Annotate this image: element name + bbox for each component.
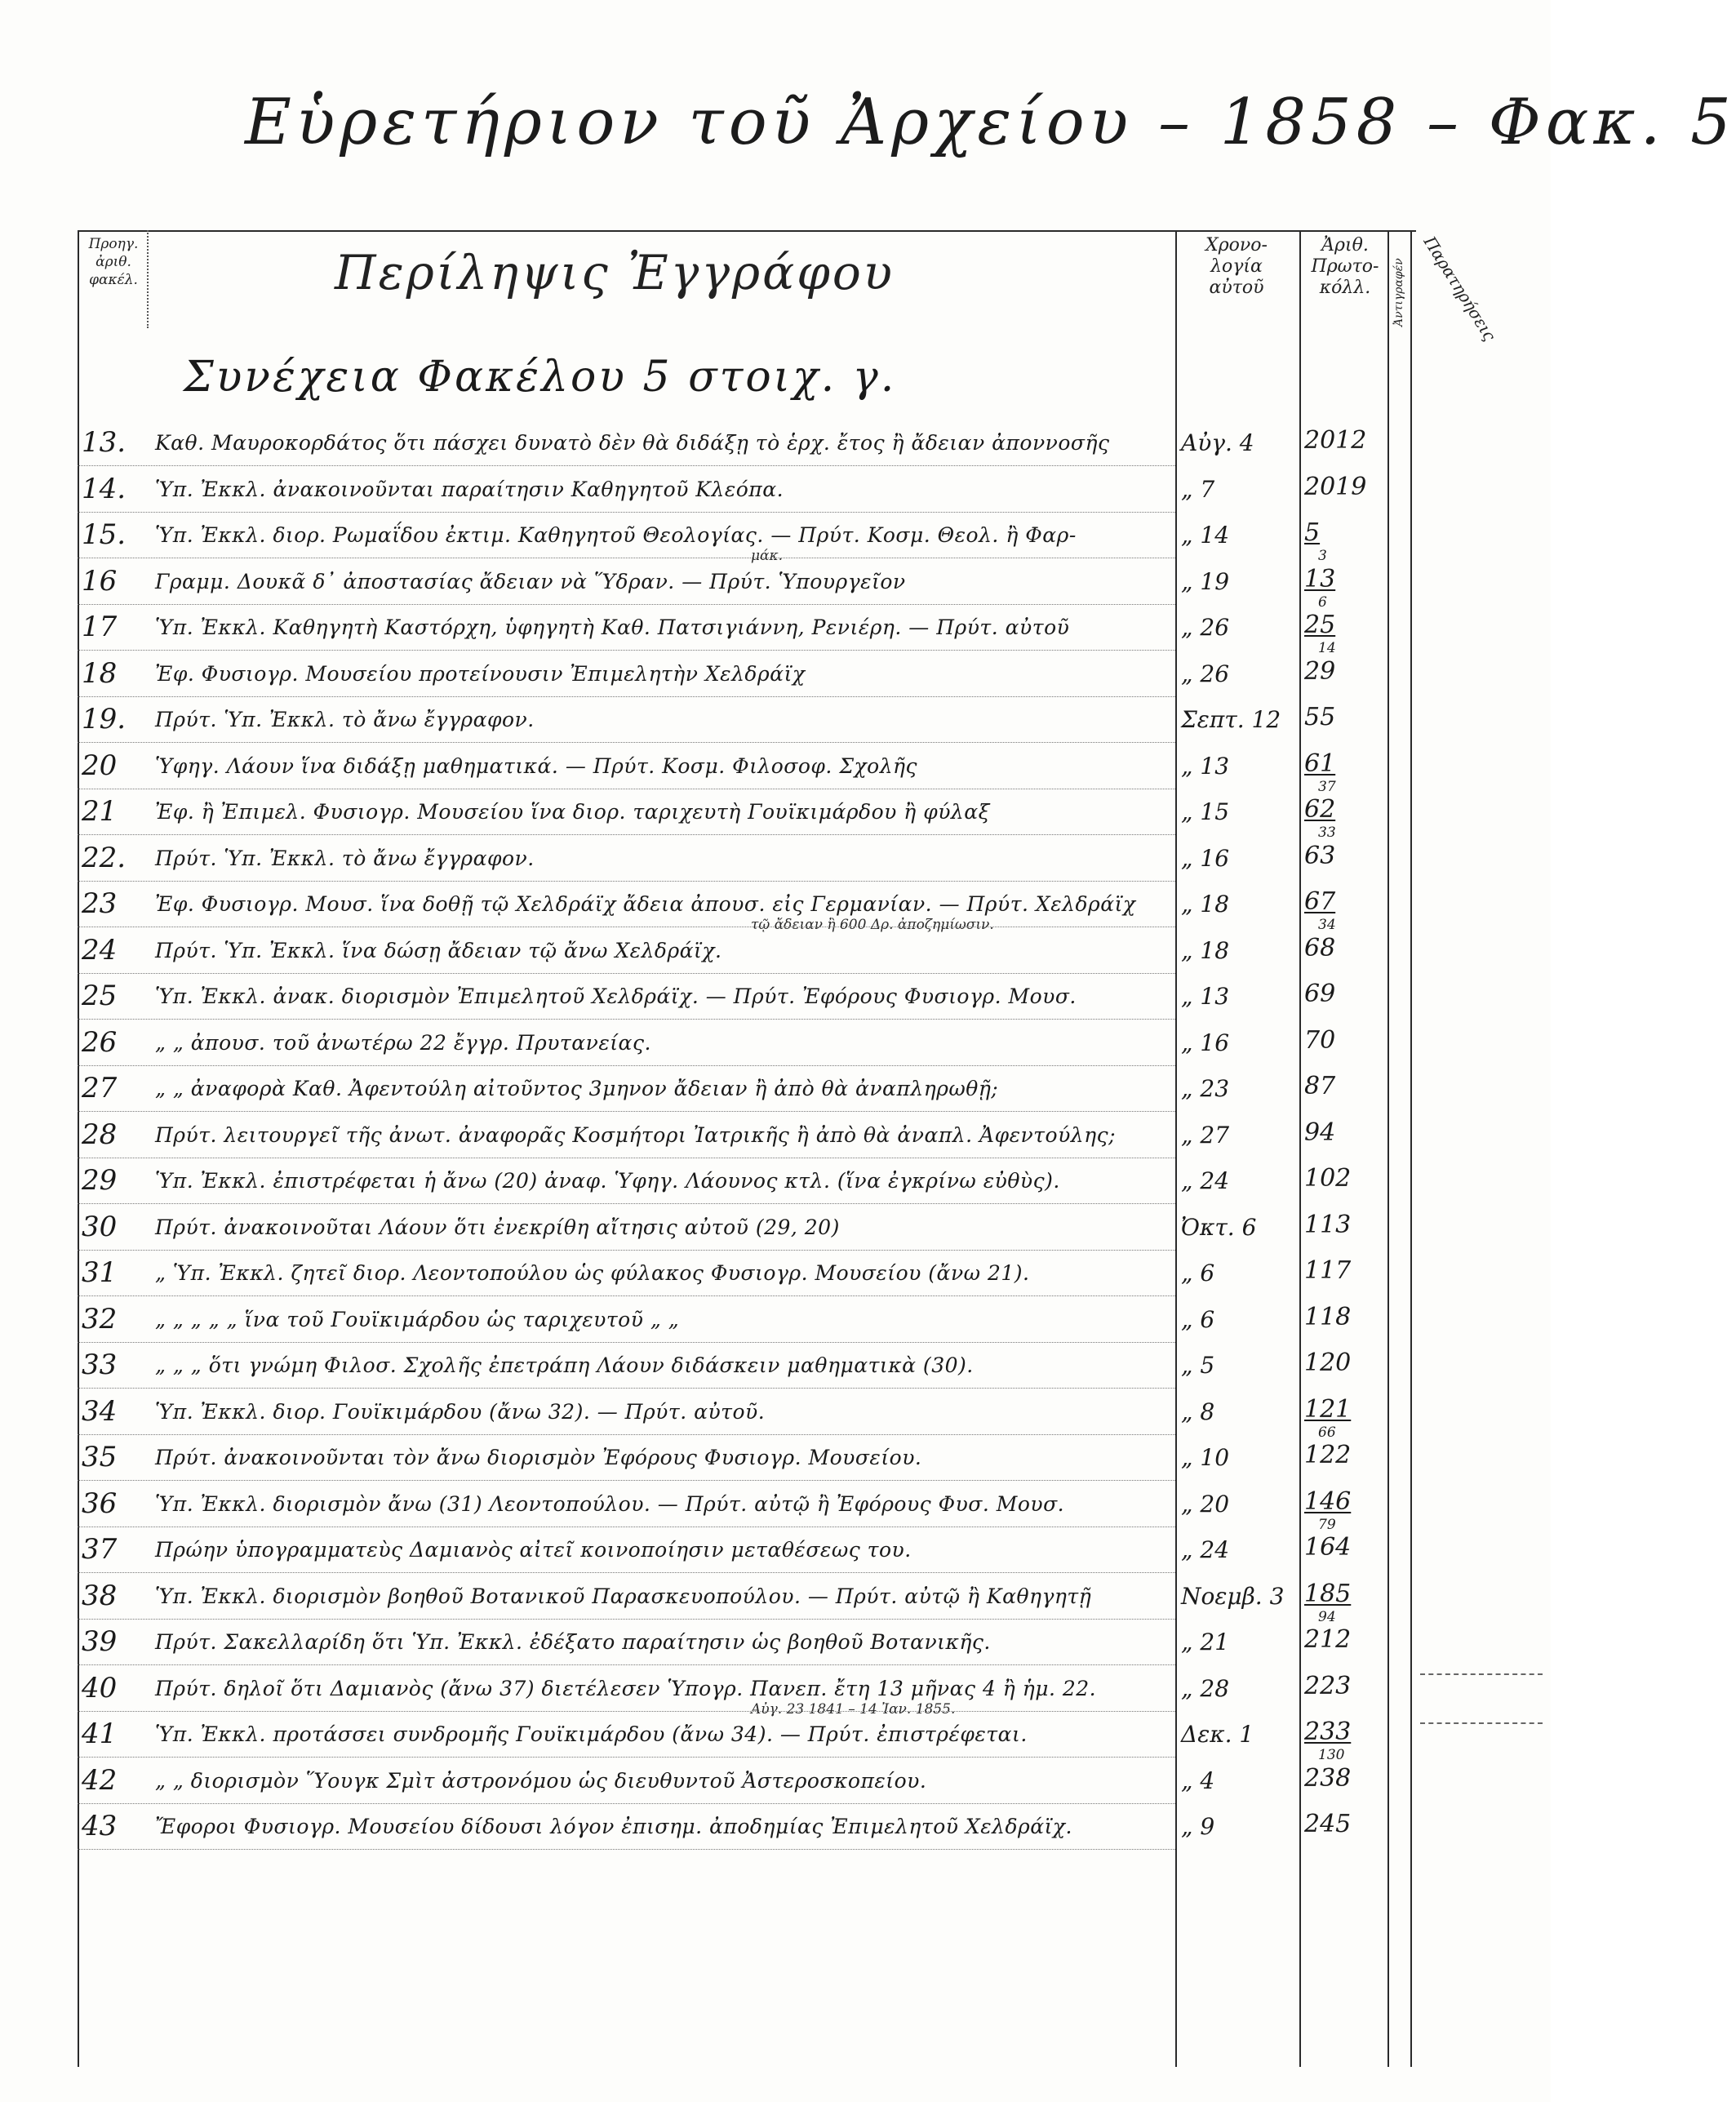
row-dotted-rule	[78, 834, 1175, 835]
row-dotted-rule	[78, 1019, 1175, 1020]
entry-description: Ὑπ. Ἐκκλ. διορ. Ρωμαΐδου ἐκτιμ. Καθηγητοῦ Θεολογίας. — Πρύτ. Κοσμ. Θεολ. ἢ Φαρ-	[155, 523, 1077, 547]
entry-protocol-number: 55	[1304, 703, 1336, 731]
entry-protocol-number: 63	[1304, 841, 1336, 870]
entry-description: Πρώην ὑπογραμματεὺς Δαμιανὸς αἰτεῖ κοινοποίησιν μεταθέσεως του.	[155, 1538, 912, 1562]
row-dotted-rule	[78, 1203, 1175, 1204]
entry-description: Πρύτ. λειτουργεῖ τῆς ἀνωτ. ἀναφορᾶς Κοσμήτορι Ἰατρικῆς ἢ ἀπὸ θὰ ἀναπλ. Ἀφεντούλης;	[155, 1122, 1117, 1147]
ledger-row	[0, 1808, 1551, 1854]
entry-number: 31	[82, 1256, 118, 1289]
entry-protocol-sub: 94	[1318, 1608, 1336, 1625]
ledger-row	[0, 1439, 1551, 1485]
entry-date: „ 8	[1181, 1398, 1215, 1425]
row-dotted-rule	[78, 1619, 1175, 1620]
entry-protocol-number: 117	[1304, 1256, 1352, 1285]
entry-number: 15.	[82, 518, 127, 551]
entry-protocol-number: 13	[1304, 564, 1336, 593]
row-dotted-rule	[78, 465, 1175, 466]
ledger-row	[0, 1209, 1551, 1255]
entry-protocol-sub: 6	[1318, 593, 1327, 611]
ledger-row	[0, 1486, 1551, 1531]
entry-date: „ 16	[1181, 1029, 1230, 1056]
entry-number: 24	[82, 933, 118, 967]
entry-description: Ἔφοροι Φυσιογρ. Μουσείου δίδουσι λόγον ἐπισημ. ἀποδημίας Ἐπιμελητοῦ Χελδράϊχ.	[155, 1815, 1072, 1838]
entry-date: „ 18	[1181, 936, 1230, 964]
entry-date: „ 14	[1181, 522, 1230, 549]
entry-protocol-number: 121	[1304, 1394, 1352, 1424]
entry-protocol-sub: 37	[1318, 778, 1336, 795]
entry-description: Πρύτ. ἀνακοινοῦται Λάουν ὅτι ἐνεκρίθη αἴτησις αὐτοῦ (29, 20)	[155, 1215, 840, 1239]
entry-date: „ 27	[1181, 1121, 1230, 1149]
ledger-row	[0, 978, 1551, 1024]
entry-description: „ „ „ „ „ ἵνα τοῦ Γουϊκιμάρδου ὡς ταριχευτοῦ „ „	[155, 1307, 680, 1331]
entry-protocol-number: 69	[1304, 980, 1336, 1008]
row-dotted-rule	[78, 1757, 1175, 1758]
entry-number: 25	[82, 980, 118, 1012]
entry-protocol-sub: 3	[1318, 548, 1327, 564]
entry-number: 18	[82, 656, 118, 690]
row-dotted-rule	[78, 1388, 1175, 1389]
header-prev-number: Προηγ. ἀριθ. φακέλ.	[88, 236, 139, 288]
entry-date: „ 13	[1181, 983, 1230, 1010]
page-title: Εὑρετήριον τοῦ Ἀρχείου – 1858 – Φακ. 5	[245, 86, 1736, 159]
entry-number: 27	[82, 1072, 118, 1104]
entry-date: „ 6	[1181, 1305, 1215, 1333]
row-dotted-rule	[78, 973, 1175, 974]
row-dotted-rule	[78, 1664, 1175, 1665]
entry-number: 37	[82, 1533, 118, 1566]
ledger-row	[0, 886, 1551, 931]
entry-description: Γραμμ. Δουκᾶ δ᾽ ἀποστασίας ἄδειαν νὰ Ὕδραν. — Πρύτ. Ὑπουργεῖον	[155, 569, 906, 593]
entry-number: 39	[82, 1625, 118, 1658]
row-dotted-rule	[78, 1849, 1175, 1850]
entry-protocol-number: 122	[1304, 1441, 1352, 1469]
ledger-row	[0, 1117, 1551, 1162]
row-dotted-rule	[78, 1711, 1175, 1712]
entry-protocol-sub: 33	[1318, 824, 1336, 841]
ledger-row	[0, 424, 1551, 470]
entry-protocol-sub: 34	[1318, 917, 1336, 933]
header-protocol: Ἀριθ. Πρωτο- κόλλ.	[1311, 235, 1379, 298]
ledger-row	[0, 1301, 1551, 1347]
entry-description: Πρύτ. Ὑπ. Ἐκκλ. τὸ ἄνω ἔγγραφον.	[155, 846, 535, 870]
entry-number: 38	[82, 1579, 118, 1612]
ledger-row	[0, 840, 1551, 886]
header-date: Χρονο- λογία αὐτοῦ	[1205, 235, 1268, 298]
entry-date: „ 18	[1181, 891, 1230, 918]
entry-date: Αὐγ. 4	[1181, 429, 1254, 456]
ledger-row	[0, 1393, 1551, 1439]
row-dotted-rule	[78, 1480, 1175, 1481]
entry-date: Δεκ. 1	[1181, 1721, 1254, 1748]
entry-date: „ 9	[1181, 1813, 1215, 1840]
entry-number: 34	[82, 1394, 118, 1428]
row-dotted-rule	[78, 650, 1175, 651]
ledger-row	[0, 1531, 1551, 1577]
entry-protocol-number: 87	[1304, 1072, 1336, 1100]
entry-protocol-number: 146	[1304, 1487, 1352, 1516]
entry-note: μάκ.	[751, 548, 784, 564]
entry-protocol-number: 61	[1304, 749, 1336, 778]
entry-description: Ὑπ. Ἐκκλ. προτάσσει συνδρομῆς Γουϊκιμάρδου (ἄνω 34). — Πρύτ. ἐπιστρέφεται.	[155, 1722, 1028, 1746]
section-subheading: Συνέχεια Φακέλου 5 στοιχ. γ.	[184, 353, 897, 402]
entry-description: Πρύτ. δηλοῖ ὅτι Δαμιανὸς (ἄνω 37) διετέλεσεν Ὑπογρ. Πανεπ. ἔτη 13 μῆνας 4 ἢ ἡμ. 22.	[155, 1676, 1097, 1700]
row-dotted-rule	[78, 1295, 1175, 1296]
entry-protocol-number: 2012	[1304, 426, 1367, 455]
entry-protocol-number: 164	[1304, 1533, 1352, 1562]
entry-number: 22.	[82, 841, 127, 874]
entry-date: „ 24	[1181, 1167, 1230, 1194]
ledger-row	[0, 932, 1551, 978]
entry-description: „ Ὑπ. Ἐκκλ. ζητεῖ διορ. Λεοντοπούλου ὡς φύλακος Φυσιογρ. Μουσείου (ἄνω 21).	[155, 1261, 1030, 1285]
entry-description: „ „ „ ὅτι γνώμη Φιλοσ. Σχολῆς ἐπετράπη Λάουν διδάσκειν μαθηματικὰ (30).	[155, 1353, 974, 1377]
ledger-row	[0, 609, 1551, 655]
entry-date: „ 15	[1181, 798, 1230, 825]
entry-number: 21	[82, 795, 118, 828]
entry-protocol-number: 25	[1304, 611, 1336, 639]
entry-protocol-number: 238	[1304, 1763, 1352, 1793]
ledger-row	[0, 563, 1551, 609]
entry-description: Ὑπ. Ἐκκλ. διορ. Γουϊκιμάρδου (ἄνω 32). — Πρύτ. αὐτοῦ.	[155, 1399, 766, 1424]
entry-description: Ἐφ. Φυσιογρ. Μουσ. ἵνα δοθῇ τῷ Χελδράϊχ ἄδεια ἀπουσ. εἰς Γερμανίαν. — Πρύτ. Χελδράϊχ	[155, 892, 1136, 916]
entry-protocol-number: 233	[1304, 1718, 1352, 1746]
entry-number: 20	[82, 749, 118, 782]
entry-number: 16	[82, 564, 118, 598]
entry-date: „ 5	[1181, 1352, 1215, 1379]
row-dotted-rule	[78, 1111, 1175, 1112]
entry-number: 13.	[82, 426, 127, 459]
entry-protocol-number: 5	[1304, 518, 1321, 547]
entry-number: 17	[82, 611, 118, 643]
entry-protocol-number: 62	[1304, 795, 1336, 824]
ledger-row	[0, 471, 1551, 517]
entry-number: 35	[82, 1441, 118, 1473]
entry-description: Ὑπ. Ἐκκλ. ἐπιστρέφεται ἡ ἄνω (20) ἀναφ. Ὑφηγ. Λάουνος κτλ. (ἵνα ἐγκρίνω εὐθὺς).	[155, 1169, 1060, 1193]
entry-protocol-number: 102	[1304, 1164, 1352, 1193]
entry-number: 19.	[82, 703, 127, 735]
entry-date: Νοεμβ. 3	[1181, 1582, 1285, 1610]
entry-number: 32	[82, 1302, 118, 1335]
entry-date: „ 13	[1181, 752, 1230, 780]
entry-number: 14.	[82, 472, 127, 505]
entry-protocol-number: 212	[1304, 1625, 1352, 1654]
entry-description: Ἐφ. ἢ Ἐπιμελ. Φυσιογρ. Μουσείου ἵνα διορ. ταριχευτὴ Γουϊκιμάρδου ἢ φύλαξ	[155, 800, 990, 824]
entry-description: Ὑπ. Ἐκκλ. διορισμὸν ἄνω (31) Λεοντοπούλου. — Πρύτ. αὐτῷ ἢ Ἐφόρους Φυσ. Μουσ.	[155, 1491, 1065, 1516]
entry-number: 40	[82, 1671, 118, 1704]
ledger-row	[0, 1162, 1551, 1208]
row-dotted-rule	[78, 1434, 1175, 1435]
entry-protocol-sub: 79	[1318, 1516, 1336, 1533]
row-dotted-rule	[78, 512, 1175, 513]
entry-note: τῷ ἄδειαν ἢ 600 Δρ. ἀποζημίωσιν.	[751, 917, 994, 933]
row-dotted-rule	[78, 1572, 1175, 1573]
ledger-row	[0, 1670, 1551, 1716]
entry-description: „ „ ἀναφορὰ Καθ. Ἀφεντούλη αἰτοῦντος 3μηνον ἄδειαν ἢ ἀπὸ θὰ ἀναπληρωθῇ;	[155, 1077, 999, 1100]
entry-date: „ 6	[1181, 1260, 1215, 1287]
ledger-row	[0, 701, 1551, 747]
entry-protocol-number: 120	[1304, 1349, 1352, 1377]
entry-number: 30	[82, 1210, 118, 1243]
entry-protocol-sub: 14	[1318, 640, 1336, 656]
ledger-row	[0, 1578, 1551, 1624]
row-dotted-rule	[78, 1250, 1175, 1251]
entry-protocol-number: 113	[1304, 1210, 1352, 1239]
entry-date: Ὀκτ. 6	[1181, 1213, 1257, 1241]
ledger-row	[0, 748, 1551, 793]
header-copied: Ἀντιγραφέν	[1392, 258, 1405, 327]
entry-protocol-number: 118	[1304, 1302, 1352, 1331]
ledger-row	[0, 1070, 1551, 1116]
entry-description: Πρύτ. Ὑπ. Ἐκκλ. τὸ ἄνω ἔγγραφον.	[155, 708, 535, 731]
entry-number: 43	[82, 1810, 118, 1842]
entry-description: Ὑπ. Ἐκκλ. ἀνακ. διορισμὸν Ἐπιμελητοῦ Χελδράϊχ. — Πρύτ. Ἐφόρους Φυσιογρ. Μουσ.	[155, 984, 1077, 1008]
entry-number: 23	[82, 887, 118, 920]
header-top-rule	[78, 230, 1416, 232]
entry-note: Αὐγ. 23 1841 – 14 Ἰαν. 1855.	[751, 1700, 956, 1718]
entry-description: Ἐφ. Φυσιογρ. Μουσείου προτείνουσιν Ἐπιμελητὴν Χελδράϊχ	[155, 661, 806, 686]
entry-date: „ 19	[1181, 567, 1230, 595]
entry-number: 36	[82, 1487, 118, 1520]
entry-number: 26	[82, 1025, 118, 1059]
entry-date: „ 24	[1181, 1536, 1230, 1563]
ledger-row	[0, 1762, 1551, 1808]
entry-protocol-number: 245	[1304, 1810, 1352, 1838]
row-dotted-rule	[78, 742, 1175, 743]
entry-description: Πρύτ. Ὑπ. Ἐκκλ. ἵνα δώσῃ ἄδειαν τῷ ἄνω Χελδράϊχ.	[155, 938, 722, 962]
entry-date: „ 4	[1181, 1766, 1215, 1794]
entry-protocol-number: 67	[1304, 887, 1336, 916]
entry-date: „ 26	[1181, 660, 1230, 687]
entry-protocol-number: 185	[1304, 1579, 1352, 1608]
entry-date: „ 7	[1181, 475, 1215, 503]
entry-description: Ὑφηγ. Λάουν ἵνα διδάξῃ μαθηματικά. — Πρύτ. Κοσμ. Φιλοσοφ. Σχολῆς	[155, 753, 918, 778]
entry-number: 42	[82, 1763, 118, 1797]
entry-protocol-number: 29	[1304, 656, 1336, 686]
entry-date: „ 28	[1181, 1674, 1230, 1702]
entry-description: „ „ ἀπουσ. τοῦ ἀνωτέρω 22 ἔγγρ. Πρυτανείας.	[155, 1030, 651, 1055]
entry-description: Ὑπ. Ἐκκλ. ἀνακοινοῦνται παραίτησιν Καθηγητοῦ Κλεόπα.	[155, 477, 784, 501]
entry-protocol-sub: 66	[1318, 1424, 1336, 1441]
ledger-row	[0, 793, 1551, 839]
row-dotted-rule	[78, 696, 1175, 697]
row-dotted-rule	[78, 881, 1175, 882]
ledger-row	[0, 1347, 1551, 1393]
entry-description: Πρύτ. ἀνακοινοῦνται τὸν ἄνω διορισμὸν Ἐφόρους Φυσιογρ. Μουσείου.	[155, 1446, 922, 1469]
ledger-row	[0, 1024, 1551, 1070]
ledger-row	[0, 1255, 1551, 1300]
entry-description: „ „ διορισμὸν Ὕουγκ Σμὶτ ἀστρονόμου ὡς διευθυντοῦ Ἀστεροσκοπείου.	[155, 1768, 927, 1793]
entry-number: 28	[82, 1118, 118, 1151]
row-dotted-rule	[78, 1065, 1175, 1066]
entry-description: Πρύτ. Σακελλαρίδη ὅτι Ὑπ. Ἐκκλ. ἐδέξατο παραίτησιν ὡς βοηθοῦ Βοτανικῆς.	[155, 1630, 991, 1654]
entry-protocol-number: 68	[1304, 933, 1336, 962]
entry-protocol-number: 2019	[1304, 472, 1367, 501]
entry-protocol-number: 94	[1304, 1118, 1336, 1147]
entry-number: 41	[82, 1718, 118, 1750]
entry-description: Ὑπ. Ἐκκλ. Καθηγητὴ Καστόρχη, ὑφηγητὴ Καθ. Πατσιγιάννη, Ρενιέρη. — Πρύτ. αὐτοῦ	[155, 615, 1070, 639]
entry-date: „ 10	[1181, 1444, 1230, 1471]
header-remarks: Παρατηρήσεις	[1419, 233, 1500, 344]
row-dotted-rule	[78, 604, 1175, 605]
row-dotted-rule	[78, 1342, 1175, 1343]
entry-number: 33	[82, 1349, 118, 1381]
row-dotted-rule	[78, 1803, 1175, 1804]
ledger-row	[0, 1716, 1551, 1762]
entry-protocol-number: 223	[1304, 1671, 1352, 1700]
number-column-rule	[147, 230, 149, 328]
entry-date: Σεπτ. 12	[1181, 706, 1281, 733]
entry-date: „ 21	[1181, 1629, 1230, 1655]
entry-date: „ 23	[1181, 1075, 1230, 1102]
ledger-row	[0, 655, 1551, 701]
entry-date: „ 16	[1181, 844, 1230, 872]
ledger-row	[0, 1624, 1551, 1669]
entry-date: „ 26	[1181, 614, 1230, 641]
ledger-row	[0, 517, 1551, 562]
entry-protocol-sub: 130	[1318, 1747, 1345, 1763]
entry-description: Ὑπ. Ἐκκλ. διορισμὸν βοηθοῦ Βοτανικοῦ Παρασκευοπούλου. — Πρύτ. αὐτῷ ἢ Καθηγητῇ	[155, 1584, 1092, 1608]
entry-date: „ 20	[1181, 1490, 1230, 1518]
header-description: Περίληψις Ἐγγράφου	[335, 245, 895, 300]
entry-number: 29	[82, 1164, 118, 1197]
entry-protocol-number: 70	[1304, 1025, 1336, 1055]
entry-description: Καθ. Μαυροκορδάτος ὅτι πάσχει δυνατὸ δὲν θὰ διδάξῃ τὸ ἑρχ. ἔτος ἢ ἄδειαν ἀποννοσῆς	[155, 431, 1110, 455]
